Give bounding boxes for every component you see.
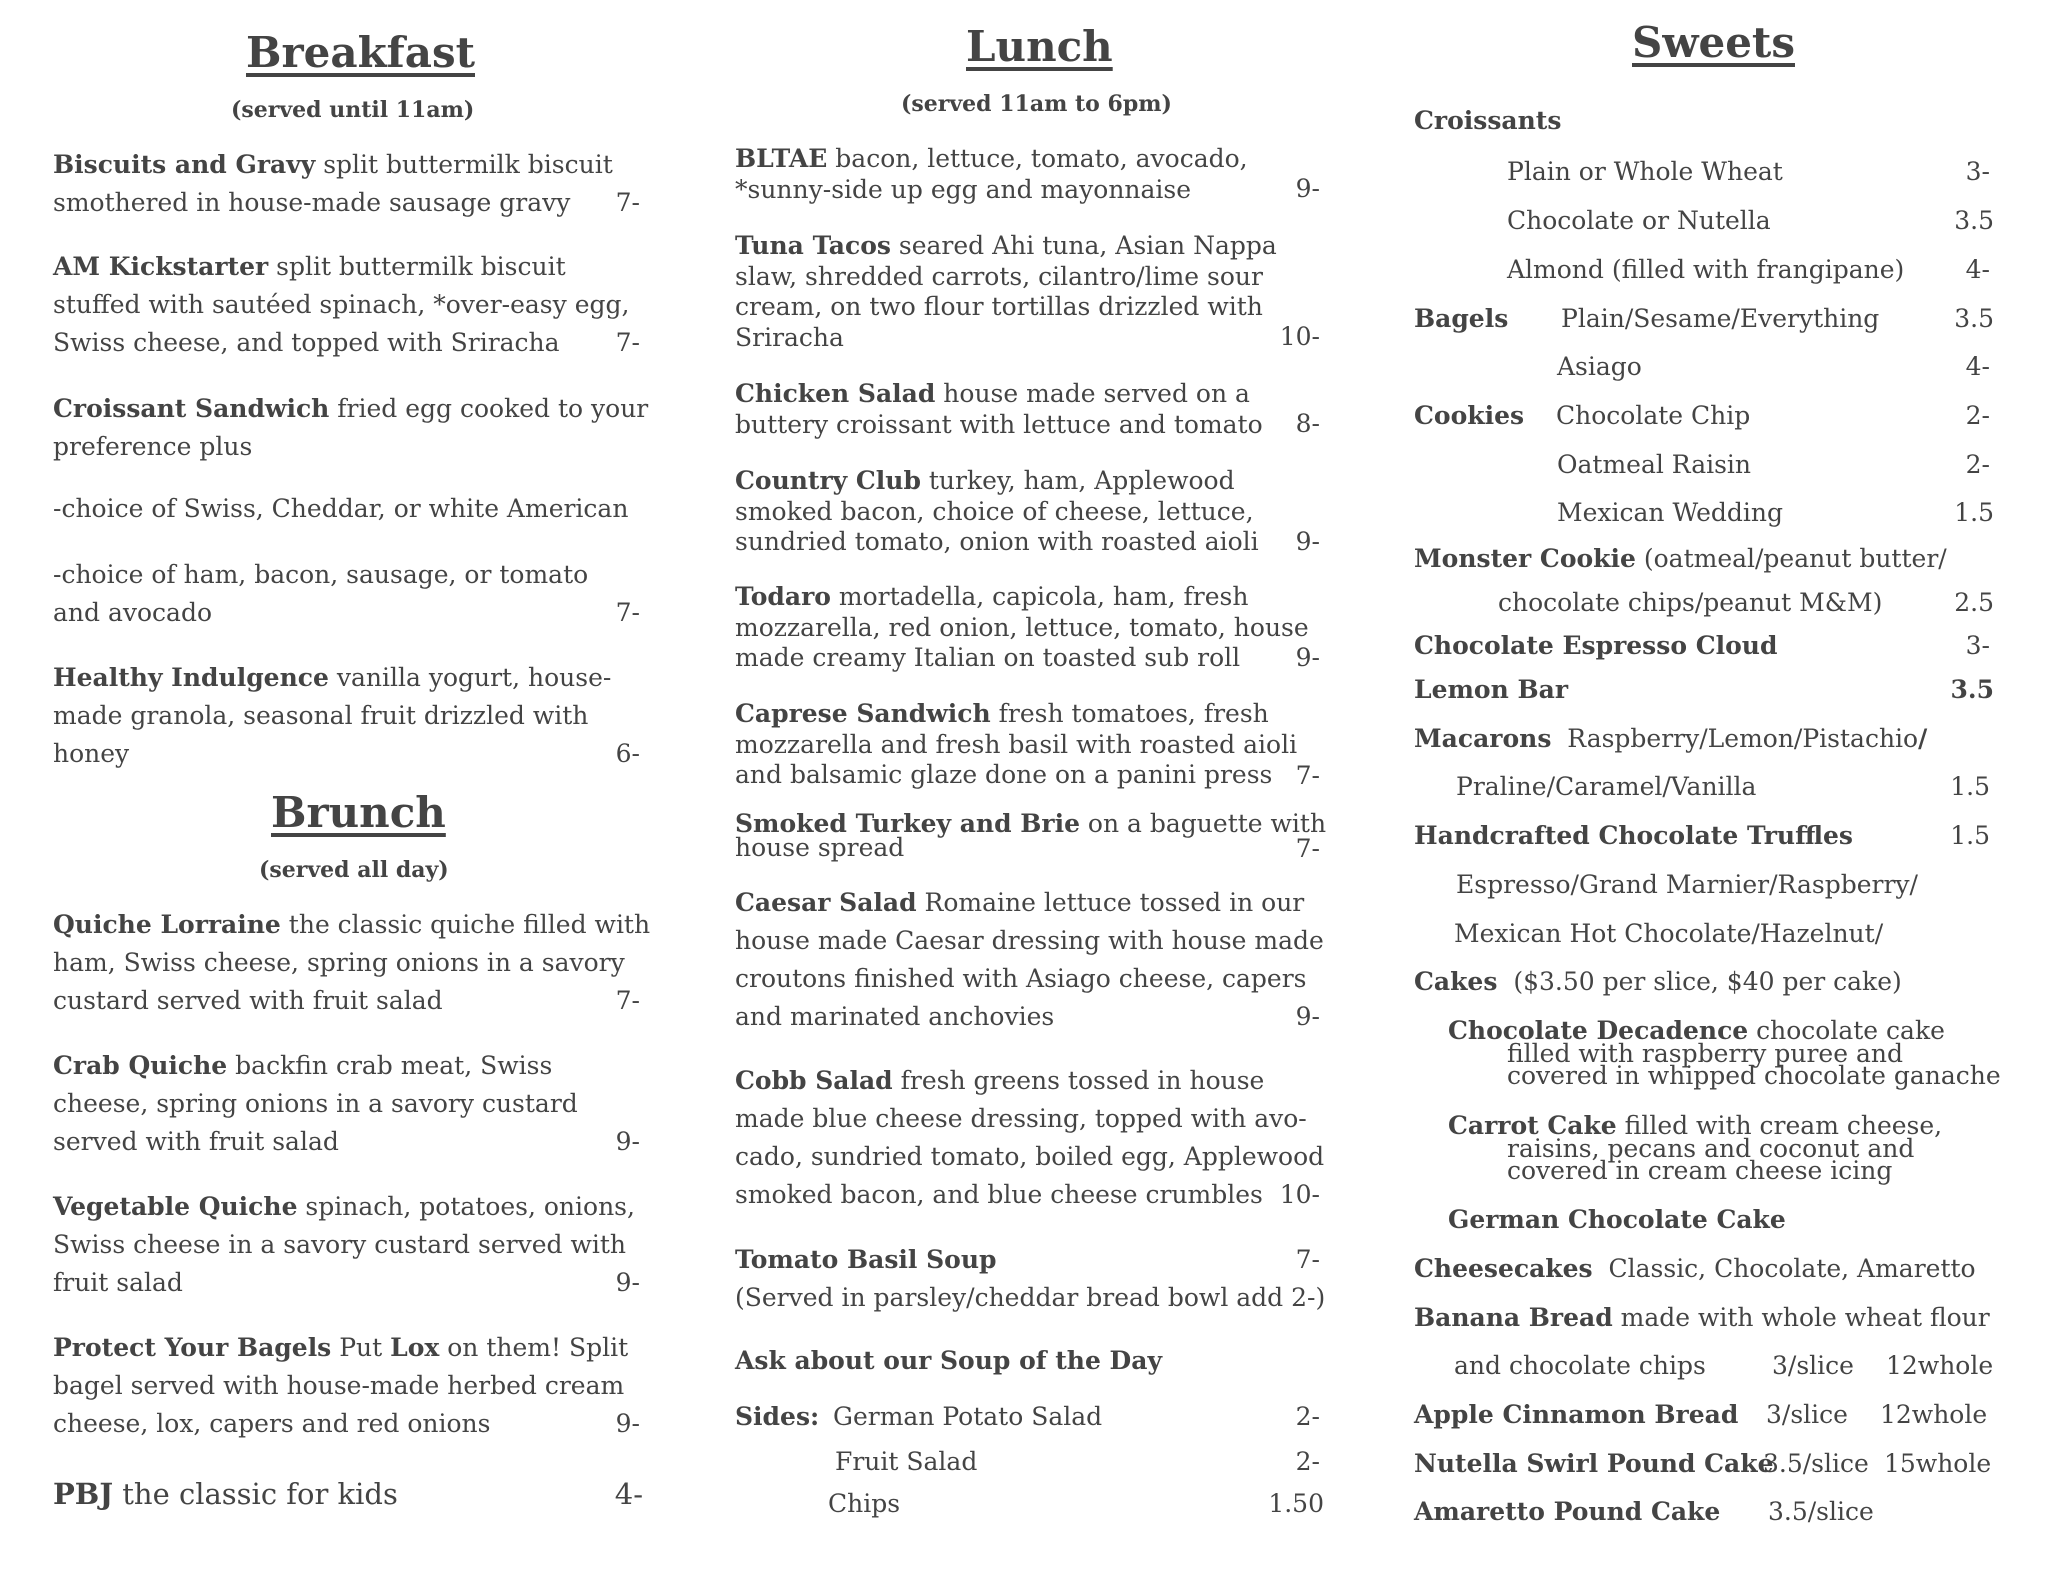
menu-item: Caesar Salad Romaine lettuce tossed in our house made Caesar dressing with house made croutons finished with Asiago cheese, capers and marinated anchovies: [735, 888, 1324, 1031]
price: 2-: [1295, 1402, 1320, 1431]
price: 4-: [1965, 255, 1990, 284]
side-item: Fruit Salad: [835, 1447, 978, 1476]
croissants-label: Croissants: [1414, 106, 1562, 135]
croissant-item: Plain or Whole Wheat: [1507, 157, 1783, 186]
price: 6-: [615, 739, 640, 768]
price: 8-: [1295, 409, 1320, 438]
soup-of-the-day: Ask about our Soup of the Day: [735, 1346, 1162, 1375]
menu-item: Protect Your Bagels Put Lox on them! Split bagel served with house-made herbed cream cheese, lox, capers and red onions: [53, 1333, 629, 1438]
cookie-item: Chocolate Chip: [1556, 401, 1751, 430]
menu-item: Cobb Salad fresh greens tossed in house made blue cheese dressing, topped with avo- cado, sundried tomato, boiled egg, Applewood smoked bacon, and blue cheese crumbles: [735, 1066, 1325, 1209]
lunch-title: Lunch: [966, 22, 1113, 71]
price: 2-: [1295, 1447, 1320, 1476]
price: 15whole: [1884, 1449, 1992, 1478]
price: 3.5: [1950, 675, 1994, 704]
macarons-flavors: Praline/Caramel/Vanilla: [1456, 772, 1757, 801]
cake-desc: raisins, pecans and coconut and covered in cream cheese icing: [1507, 1134, 1915, 1185]
price: 3.5: [1954, 304, 1994, 333]
price: 9-: [1295, 643, 1320, 672]
menu-item: PBJ the classic for kids: [53, 1477, 398, 1511]
cake-item: Chocolate Decadence chocolate cake: [1448, 1016, 1945, 1045]
side-item: German Potato Salad: [833, 1402, 1103, 1431]
lemon-bar: Lemon Bar: [1414, 675, 1568, 704]
price: 1.5: [1950, 772, 1990, 801]
price: 3-: [1965, 157, 1990, 186]
price: 2-: [1965, 450, 1990, 479]
sweets-title: Sweets: [1632, 18, 1795, 67]
menu-item: Healthy Indulgence vanilla yogurt, house- made granola, seasonal fruit drizzled with honey: [53, 663, 612, 768]
price: 9-: [1295, 174, 1320, 203]
monster-cookie-desc: chocolate chips/peanut M&M): [1498, 588, 1883, 617]
nutella-pound-cake: Nutella Swirl Pound Cake: [1414, 1449, 1774, 1478]
price: 3/slice: [1766, 1400, 1848, 1429]
menu-item: Crab Quiche backfin crab meat, Swiss cheese, spring onions in a savory custard served with fruit salad: [53, 1051, 578, 1156]
amaretto-pound-cake: Amaretto Pound Cake: [1414, 1497, 1721, 1526]
menu-item: Croissant Sandwich fried egg cooked to your preference plus: [53, 394, 649, 461]
menu-item: Country Club turkey, ham, Applewood smoked bacon, choice of cheese, lettuce, sundried tomato, onion with roasted aioli: [735, 466, 1259, 556]
croissant-item: Chocolate or Nutella: [1507, 206, 1771, 235]
menu-item: Tuna Tacos seared Ahi tuna, Asian Nappa slaw, shredded carrots, cilantro/lime sour cream, on two flour tortillas drizzled with Sriracha: [735, 231, 1277, 352]
cookies-label: Cookies: [1414, 401, 1525, 430]
price: 3-: [1965, 631, 1990, 660]
brunch-subtitle: (served all day): [259, 857, 449, 883]
price: 9-: [1295, 1002, 1320, 1031]
macarons: Macarons Raspberry/Lemon/Pistachio/: [1414, 724, 1928, 753]
price: 3.5/slice: [1768, 1497, 1874, 1526]
price: 7-: [615, 188, 640, 217]
price: 4-: [614, 1477, 643, 1511]
espresso-cloud: Chocolate Espresso Cloud: [1414, 631, 1778, 660]
price: 7-: [615, 328, 640, 357]
cake-desc: filled with raspberry puree and covered in whipped chocolate ganache: [1507, 1039, 2001, 1090]
price: 12whole: [1886, 1351, 1994, 1380]
croissant-item: Almond (filled with frangipane): [1507, 255, 1905, 284]
banana-bread: Banana Bread made with whole wheat flour: [1414, 1303, 1990, 1332]
cookie-item: Mexican Wedding: [1557, 498, 1784, 527]
lunch-subtitle: (served 11am to 6pm): [901, 91, 1172, 117]
banana-bread-desc: and chocolate chips: [1454, 1351, 1706, 1380]
breakfast-subtitle: (served until 11am): [231, 97, 475, 123]
menu-item: Todaro mortadella, capicola, ham, fresh mozzarella, red onion, lettuce, tomato, house made creamy Italian on toasted sub roll: [735, 582, 1309, 672]
cheesecakes: Cheesecakes Classic, Chocolate, Amaretto: [1414, 1254, 1976, 1283]
price: 12whole: [1880, 1400, 1988, 1429]
bagel-item: Plain/Sesame/Everything: [1561, 304, 1880, 333]
price: 7-: [1295, 1245, 1320, 1274]
apple-cinnamon-bread: Apple Cinnamon Bread: [1414, 1400, 1739, 1429]
menu-option: -choice of Swiss, Cheddar, or white American: [53, 494, 629, 523]
price: 7-: [615, 598, 640, 627]
price: 4-: [1965, 352, 1990, 381]
price: 9-: [615, 1268, 640, 1297]
menu-item: Chicken Salad house made served on a buttery croissant with lettuce and tomato: [735, 379, 1263, 439]
cake-item: Carrot Cake filled with cream cheese,: [1448, 1111, 1943, 1140]
breakfast-title: Breakfast: [246, 28, 475, 77]
truffles-label: Handcrafted Chocolate Truffles: [1414, 821, 1853, 850]
price: 9-: [1295, 527, 1320, 556]
price: 9-: [615, 1409, 640, 1438]
sides-label: Sides:: [735, 1402, 820, 1431]
price: 9-: [615, 1127, 640, 1156]
price: 1.5: [1950, 821, 1990, 850]
menu-item: Vegetable Quiche spinach, potatoes, onions, Swiss cheese in a savory custard served with fruit salad: [53, 1192, 635, 1297]
menu-item: Quiche Lorraine the classic quiche filled with ham, Swiss cheese, spring onions in a savory custard served with fruit salad: [53, 910, 651, 1015]
price: 3.5/slice: [1763, 1449, 1869, 1478]
truffle-flavors: Espresso/Grand Marnier/Raspberry/: [1456, 870, 1918, 899]
bagel-item: Asiago: [1557, 352, 1642, 381]
menu-item: AM Kickstarter split buttermilk biscuit stuffed with sautéed spinach, *over-easy egg, Swiss cheese, and topped with Sriracha: [53, 252, 630, 357]
price: 2-: [1965, 401, 1990, 430]
menu-item: Caprese Sandwich fresh tomatoes, fresh mozzarella and fresh basil with roasted aioli and balsamic glaze done on a panini press: [735, 699, 1298, 789]
german-chocolate-cake: German Chocolate Cake: [1448, 1205, 1786, 1234]
price: 2.5: [1954, 588, 1994, 617]
price: 10-: [1279, 1180, 1320, 1209]
monster-cookie: Monster Cookie (oatmeal/peanut butter/: [1414, 544, 1947, 573]
menu-item: Smoked Turkey and Brie on a baguette with house spread: [735, 809, 1327, 862]
price: 7-: [1295, 761, 1320, 790]
price: 7-: [1295, 834, 1320, 863]
price: 3.5: [1954, 206, 1994, 235]
price: 10-: [1279, 322, 1320, 351]
menu-item: Biscuits and Gravy split buttermilk biscuit smothered in house-made sausage gravy: [53, 150, 613, 217]
cakes-header: Cakes ($3.50 per slice, $40 per cake): [1414, 967, 1902, 996]
menu-item: BLTAE bacon, lettuce, tomato, avocado, *sunny-side up egg and mayonnaise: [735, 144, 1248, 204]
cookie-item: Oatmeal Raisin: [1557, 450, 1752, 479]
bagels-label: Bagels: [1414, 304, 1509, 333]
price: 3/slice: [1772, 1351, 1854, 1380]
price: 1.50: [1268, 1489, 1324, 1518]
price: 1.5: [1954, 498, 1994, 527]
side-item: Chips: [828, 1489, 901, 1518]
truffle-flavors: Mexican Hot Chocolate/Hazelnut/: [1454, 919, 1884, 948]
menu-item: Tomato Basil Soup (Served in parsley/cheddar bread bowl add 2-): [735, 1245, 1326, 1312]
menu-option: -choice of ham, bacon, sausage, or tomato and avocado: [53, 560, 589, 627]
brunch-title: Brunch: [271, 788, 446, 837]
price: 7-: [615, 986, 640, 1015]
